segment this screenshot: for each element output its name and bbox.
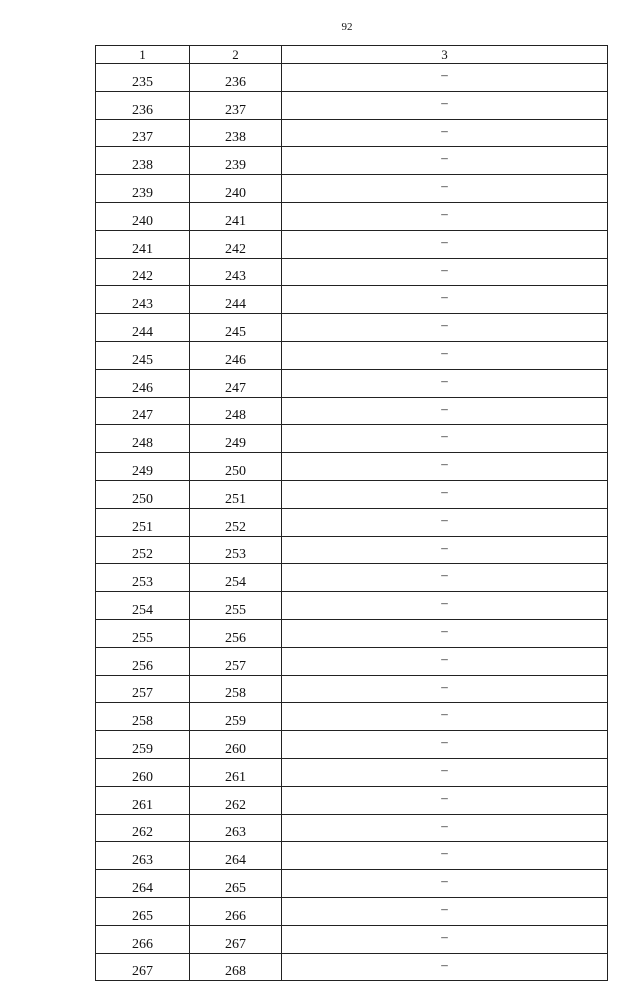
table-cell-col-2: 250 [190,453,282,481]
table-cell-col-3: – [282,536,608,564]
table-row [96,564,608,592]
table-cell-col-3: – [282,91,608,119]
table-cell-col-1: 265 [96,897,190,925]
table-cell-col-2: 263 [190,814,282,842]
table-row [96,369,608,397]
table-row [96,870,608,898]
table-cell-col-3: – [282,230,608,258]
table-cell-col-1: 247 [96,397,190,425]
table-row [96,147,608,175]
table-row [96,953,608,981]
table-row [96,814,608,842]
table-cell-col-2: 247 [190,369,282,397]
table-cell-col-1: 250 [96,480,190,508]
table-cell-col-3: – [282,314,608,342]
table-cell-col-3: – [282,119,608,147]
table-cell-col-2: 256 [190,619,282,647]
table-cell-col-3: – [282,64,608,92]
table-row [96,286,608,314]
table-row [96,647,608,675]
table-cell-col-1: 261 [96,786,190,814]
table-cell-col-2: 239 [190,147,282,175]
table-cell-col-3: – [282,508,608,536]
table-cell-col-3: – [282,953,608,981]
table-cell-col-1: 266 [96,925,190,953]
table-row [96,480,608,508]
table-cell-col-2: 265 [190,870,282,898]
table-cell-col-1: 256 [96,647,190,675]
table-cell-col-1: 237 [96,119,190,147]
table-cell-col-2: 244 [190,286,282,314]
table-cell-col-1: 248 [96,425,190,453]
table-row [96,397,608,425]
table-cell-col-2: 264 [190,842,282,870]
table-cell-col-2: 253 [190,536,282,564]
table-cell-col-1: 236 [96,91,190,119]
table-row [96,314,608,342]
table-cell-col-1: 245 [96,341,190,369]
table-cell-col-3: – [282,369,608,397]
table-cell-col-3: – [282,147,608,175]
table-row [96,619,608,647]
table-cell-col-1: 252 [96,536,190,564]
table-cell-col-1: 251 [96,508,190,536]
table-cell-col-3: – [282,870,608,898]
table-cell-col-1: 259 [96,731,190,759]
table-row [96,175,608,203]
column-header-1: 1 [96,46,190,64]
table-cell-col-1: 249 [96,453,190,481]
table-cell-col-3: – [282,175,608,203]
table-cell-col-2: 240 [190,175,282,203]
header-row [96,46,608,64]
table-cell-col-1: 242 [96,258,190,286]
table-cell-col-3: – [282,286,608,314]
table-cell-col-3: – [282,397,608,425]
table-cell-col-2: 254 [190,564,282,592]
table-cell-col-1: 235 [96,64,190,92]
table-row [96,592,608,620]
table-row [96,425,608,453]
table-cell-col-2: 237 [190,91,282,119]
table-cell-col-1: 246 [96,369,190,397]
table-cell-col-2: 236 [190,64,282,92]
table-cell-col-2: 242 [190,230,282,258]
table-cell-col-1: 262 [96,814,190,842]
table-cell-col-3: – [282,842,608,870]
table-cell-col-2: 248 [190,397,282,425]
table-cell-col-1: 243 [96,286,190,314]
table-cell-col-1: 264 [96,870,190,898]
table-cell-col-3: – [282,647,608,675]
table-cell-col-3: – [282,703,608,731]
table-cell-col-1: 238 [96,147,190,175]
table-cell-col-3: – [282,758,608,786]
table-cell-col-2: 246 [190,341,282,369]
table-cell-col-2: 257 [190,647,282,675]
table-cell-col-3: – [282,731,608,759]
table-cell-col-1: 241 [96,230,190,258]
table-cell-col-2: 241 [190,202,282,230]
table-cell-col-3: – [282,480,608,508]
table-cell-col-1: 244 [96,314,190,342]
table-row [96,91,608,119]
data-table [95,45,608,981]
table-cell-col-1: 260 [96,758,190,786]
table-cell-col-2: 243 [190,258,282,286]
table-cell-col-1: 253 [96,564,190,592]
table-cell-col-1: 263 [96,842,190,870]
table-cell-col-2: 259 [190,703,282,731]
table-row [96,64,608,92]
table-cell-col-2: 245 [190,314,282,342]
table-cell-col-3: – [282,202,608,230]
table-row [96,341,608,369]
table-row [96,453,608,481]
table-cell-col-3: – [282,814,608,842]
table-cell-col-2: 266 [190,897,282,925]
table-cell-col-2: 268 [190,953,282,981]
table-row [96,675,608,703]
table-cell-col-3: – [282,425,608,453]
table-cell-col-3: – [282,341,608,369]
table-row [96,508,608,536]
table-cell-col-2: 258 [190,675,282,703]
table-cell-col-1: 258 [96,703,190,731]
table-body [96,64,608,981]
table-cell-col-3: – [282,592,608,620]
table-row [96,536,608,564]
table-cell-col-3: – [282,619,608,647]
table-row [96,842,608,870]
table-row [96,202,608,230]
table-cell-col-1: 239 [96,175,190,203]
table-row [96,897,608,925]
table-cell-col-1: 267 [96,953,190,981]
page-number: 92 [341,21,353,33]
table-row [96,731,608,759]
table-cell-col-3: – [282,786,608,814]
table-cell-col-2: 260 [190,731,282,759]
table-row [96,786,608,814]
column-header-3: 3 [282,46,608,64]
table-cell-col-2: 261 [190,758,282,786]
table-cell-col-2: 262 [190,786,282,814]
table-cell-col-2: 238 [190,119,282,147]
table-cell-col-1: 254 [96,592,190,620]
table-cell-col-2: 252 [190,508,282,536]
column-header-2: 2 [190,46,282,64]
table-cell-col-2: 251 [190,480,282,508]
table-cell-col-2: 255 [190,592,282,620]
table-cell-col-1: 257 [96,675,190,703]
table-row [96,230,608,258]
table-cell-col-3: – [282,564,608,592]
table-cell-col-3: – [282,925,608,953]
table-cell-col-3: – [282,675,608,703]
table-cell-col-3: – [282,897,608,925]
table-header [96,46,608,64]
table-cell-col-3: – [282,258,608,286]
table-row [96,119,608,147]
table-cell-col-2: 249 [190,425,282,453]
table-row [96,925,608,953]
table-cell-col-3: – [282,453,608,481]
table-row [96,758,608,786]
table-cell-col-1: 240 [96,202,190,230]
table-cell-col-1: 255 [96,619,190,647]
table-cell-col-2: 267 [190,925,282,953]
table-row [96,258,608,286]
table-row [96,703,608,731]
